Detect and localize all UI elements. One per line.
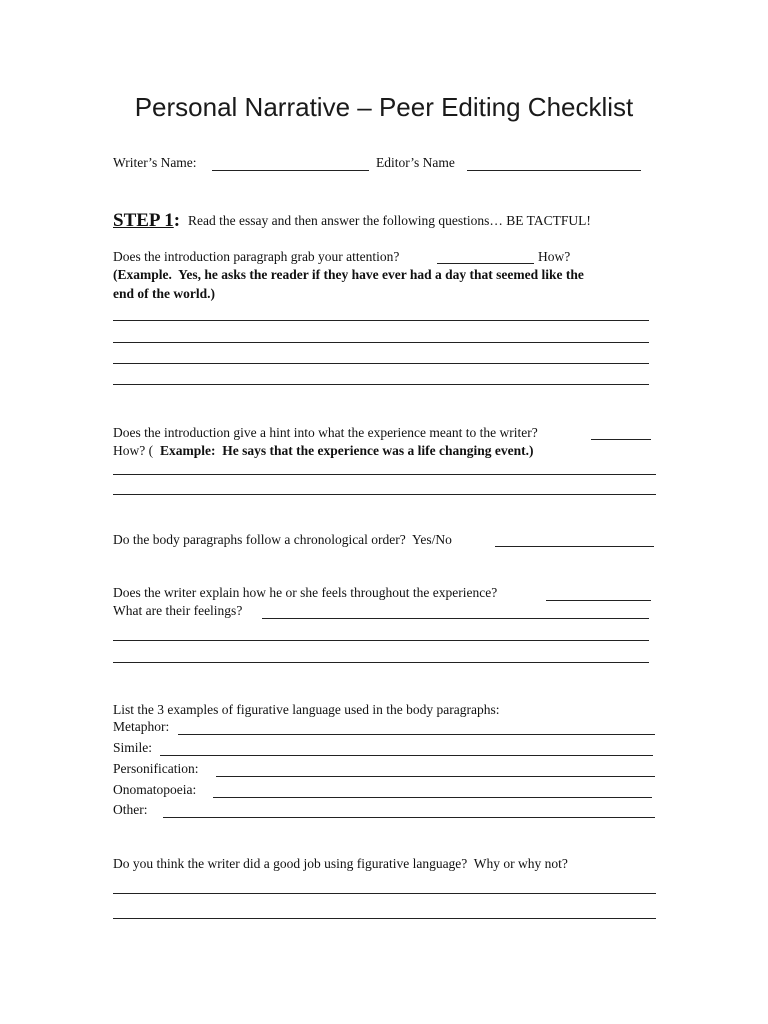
question-4-feelings-field[interactable] <box>262 618 649 619</box>
other-field[interactable] <box>163 817 655 818</box>
simile-label: Simile: <box>113 740 153 755</box>
question-6-text: Do you think the writer did a good job using figurative language? Why or why not? <box>113 856 568 871</box>
question-5-text: List the 3 examples of figurative language used in the body paragraphs: <box>113 702 500 717</box>
question-3-answer-field[interactable] <box>495 546 654 547</box>
other-label: Other: <box>113 802 148 817</box>
question-2-text: Does the introduction give a hint into what the experience meant to the writer? <box>113 425 538 440</box>
question-1-answer-field[interactable] <box>437 263 534 264</box>
simile-field[interactable] <box>160 755 653 756</box>
step-1-heading <box>113 210 180 233</box>
question-1-example-line-2: end of the world.) <box>113 286 215 301</box>
question-3-text: Do the body paragraphs follow a chronological order? Yes/No <box>113 532 452 547</box>
question-4-answer-field[interactable] <box>546 600 651 601</box>
metaphor-field[interactable] <box>178 734 655 735</box>
question-6-answer-line[interactable] <box>113 918 656 919</box>
writer-name-label: Writer’s Name: <box>113 155 197 170</box>
question-1-example-line-1: (Example. Yes, he asks the reader if they have ever had a day that seemed like the <box>113 267 584 282</box>
editor-name-label: Editor’s Name <box>376 155 455 170</box>
question-2-answer-field[interactable] <box>591 439 651 440</box>
question-2-how-prefix: How? ( <box>113 443 154 458</box>
personification-label: Personification: <box>113 761 199 776</box>
question-2-answer-line[interactable] <box>113 494 656 495</box>
question-4-answer-line[interactable] <box>113 662 649 663</box>
onomatopoeia-label: Onomatopoeia: <box>113 782 197 797</box>
question-1-text: Does the introduction paragraph grab your attention? <box>113 249 400 264</box>
writer-name-field[interactable] <box>212 170 369 171</box>
question-1-answer-line[interactable] <box>113 363 649 364</box>
question-4-answer-line[interactable] <box>113 640 649 641</box>
question-4-followup: What are their feelings? <box>113 603 243 618</box>
question-1-answer-line[interactable] <box>113 384 649 385</box>
question-1-answer-line[interactable] <box>113 342 649 343</box>
question-6-answer-line[interactable] <box>113 893 656 894</box>
step-1-instruction: Read the essay and then answer the following questions… BE TACTFUL! <box>188 213 591 228</box>
question-4-text: Does the writer explain how he or she feels throughout the experience? <box>113 585 498 600</box>
metaphor-label: Metaphor: <box>113 719 170 734</box>
step-1-label: STEP 1 <box>113 210 174 231</box>
question-2-answer-line[interactable] <box>113 474 656 475</box>
question-2-example: Example: He says that the experience was a life changing event.) <box>160 443 534 458</box>
question-1-how: How? <box>538 249 571 264</box>
step-1-colon: : <box>173 210 181 231</box>
onomatopoeia-field[interactable] <box>213 797 652 798</box>
editor-name-field[interactable] <box>467 170 641 171</box>
page-title: Personal Narrative – Peer Editing Checklist <box>134 92 634 122</box>
question-1-answer-line[interactable] <box>113 320 649 321</box>
personification-field[interactable] <box>216 776 655 777</box>
